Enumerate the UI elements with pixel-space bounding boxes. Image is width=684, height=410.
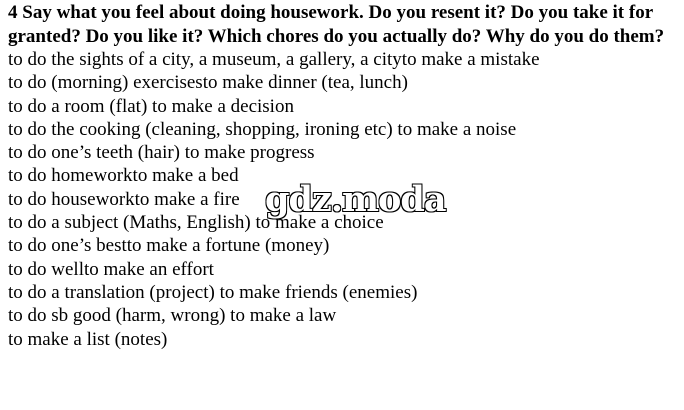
phrase-line: to do one’s teeth (hair) to make progress xyxy=(8,142,315,164)
phrase-line: to do houseworkto make a fire xyxy=(8,188,240,210)
phrase-line: to do a subject (Maths, English) to make a choice xyxy=(8,212,384,234)
phrase-line: to do homeworkto make a bed xyxy=(8,165,239,187)
phrase-line: to do the sights of a city, a museum, a gallery, a cityto make a mistake xyxy=(8,49,540,70)
phrase-line: to do one’s bestto make a fortune (money) xyxy=(8,235,330,257)
task-heading: 4 Say what you feel about doing housework. Do you resent it? Do you take it for granted? Do you like it? Which chores do you actually do? Why do you do them? xyxy=(8,2,665,47)
phrase-line: to do a room (flat) to make a decision xyxy=(8,95,294,117)
watermark-logo: gdz.moda xyxy=(265,179,446,220)
document-page xyxy=(8,0,678,351)
phrase-line: to do the cooking (cleaning, shopping, ironing etc) to make a noise xyxy=(8,118,517,140)
phrase-line: to make a list (notes) xyxy=(8,328,168,350)
phrase-line: to do sb good (harm, wrong) to make a law xyxy=(8,305,337,327)
phrase-line: to do wellto make an effort xyxy=(8,258,214,280)
phrase-line: to do (morning) exercisesto make dinner (tea, lunch) xyxy=(8,72,408,94)
phrase-line: to do a translation (project) to make friends (enemies) xyxy=(8,281,418,303)
